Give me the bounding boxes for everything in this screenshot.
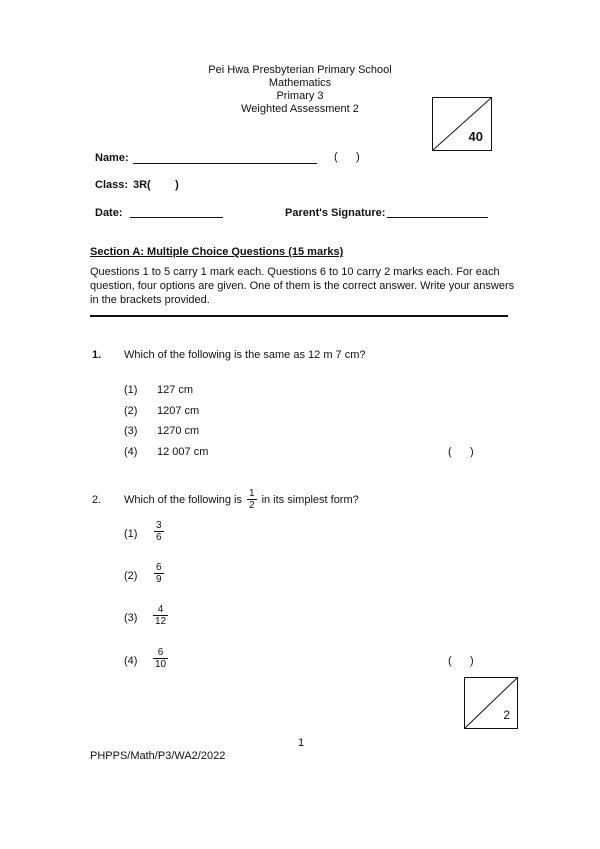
q1-option-4-value: 12 007 cm (157, 446, 209, 458)
q2-option-1-fraction (154, 520, 164, 543)
class-label: Class: (95, 179, 129, 191)
q2-answer-brackets[interactable]: ( ) (448, 655, 474, 667)
page-score-value: 2 (503, 708, 510, 722)
q2-option-2-label: (2) (124, 570, 138, 582)
q2-text-before: Which of the following is (124, 493, 242, 506)
class-field[interactable]: 3R( ) (133, 179, 179, 191)
parent-signature-field[interactable] (387, 217, 488, 218)
footer-code: PHPPS/Math/P3/WA2/2022 (90, 750, 226, 762)
q2-option-3-label: (3) (124, 612, 138, 624)
q2-option-2-den: 9 (156, 574, 162, 585)
name-field[interactable] (133, 163, 317, 164)
q2-text-after: in its simplest form? (261, 493, 359, 506)
total-score-box (432, 97, 492, 151)
q1-option-1-value: 127 cm (157, 384, 194, 396)
q1-option-4-label: (4) (124, 446, 138, 458)
section-divider (90, 315, 508, 317)
q1-option-3-label: (3) (124, 425, 138, 437)
q2-text (124, 488, 359, 511)
section-a-instructions-line2: question, four options are given. One of them is the correct answer. Write your answers (90, 280, 515, 292)
q2-fraction-num: 1 (249, 488, 255, 499)
q2-option-4-num: 6 (157, 647, 164, 658)
q2-option-3-fraction (153, 604, 168, 627)
subject: Mathematics (268, 77, 332, 89)
q2-option-1-den: 6 (156, 532, 162, 543)
q2-option-2-num: 6 (156, 562, 162, 573)
date-label: Date: (95, 207, 123, 219)
assessment-title: Weighted Assessment 2 (241, 103, 359, 115)
q2-option-4-den: 10 (155, 659, 167, 670)
page-score-box (464, 677, 518, 729)
q2-option-4-fraction (153, 647, 168, 670)
q2-option-2-fraction (154, 562, 164, 585)
q1-option-1-label: (1) (124, 384, 138, 396)
q2-option-4-label: (4) (124, 655, 138, 667)
q2-number: 2. (92, 494, 102, 506)
q2-option-3-num: 4 (157, 604, 164, 615)
page-number: 1 (298, 737, 305, 749)
parent-signature-label: Parent's Signature: (285, 207, 386, 219)
q1-text: Which of the following is the same as 12 m 7 cm? (124, 349, 366, 361)
q2-option-1-label: (1) (124, 528, 138, 540)
q2-fraction-den: 2 (249, 500, 255, 511)
q1-option-3-value: 1270 cm (157, 425, 200, 437)
name-label: Name: (95, 152, 129, 164)
q2-option-3-den: 12 (155, 616, 167, 627)
level: Primary 3 (276, 90, 324, 102)
q1-option-2-value: 1207 cm (157, 405, 200, 417)
section-a-instructions-line1: Questions 1 to 5 carry 1 mark each. Questions 6 to 10 carry 2 marks each. For each (90, 266, 500, 278)
register-number-brackets: ( ) (334, 151, 360, 163)
date-field[interactable] (130, 217, 223, 218)
section-a-instructions-line3: in the brackets provided. (90, 294, 210, 306)
q1-answer-brackets[interactable]: ( ) (448, 446, 474, 458)
section-a-title: Section A: Multiple Choice Questions (15 marks) (90, 246, 344, 258)
q2-option-1-num: 3 (156, 520, 162, 531)
total-score-value: 40 (468, 129, 483, 144)
q2-fraction (247, 488, 257, 511)
school-name: Pei Hwa Presbyterian Primary School (208, 64, 392, 76)
q1-number: 1. (92, 349, 102, 361)
q1-option-2-label: (2) (124, 405, 138, 417)
